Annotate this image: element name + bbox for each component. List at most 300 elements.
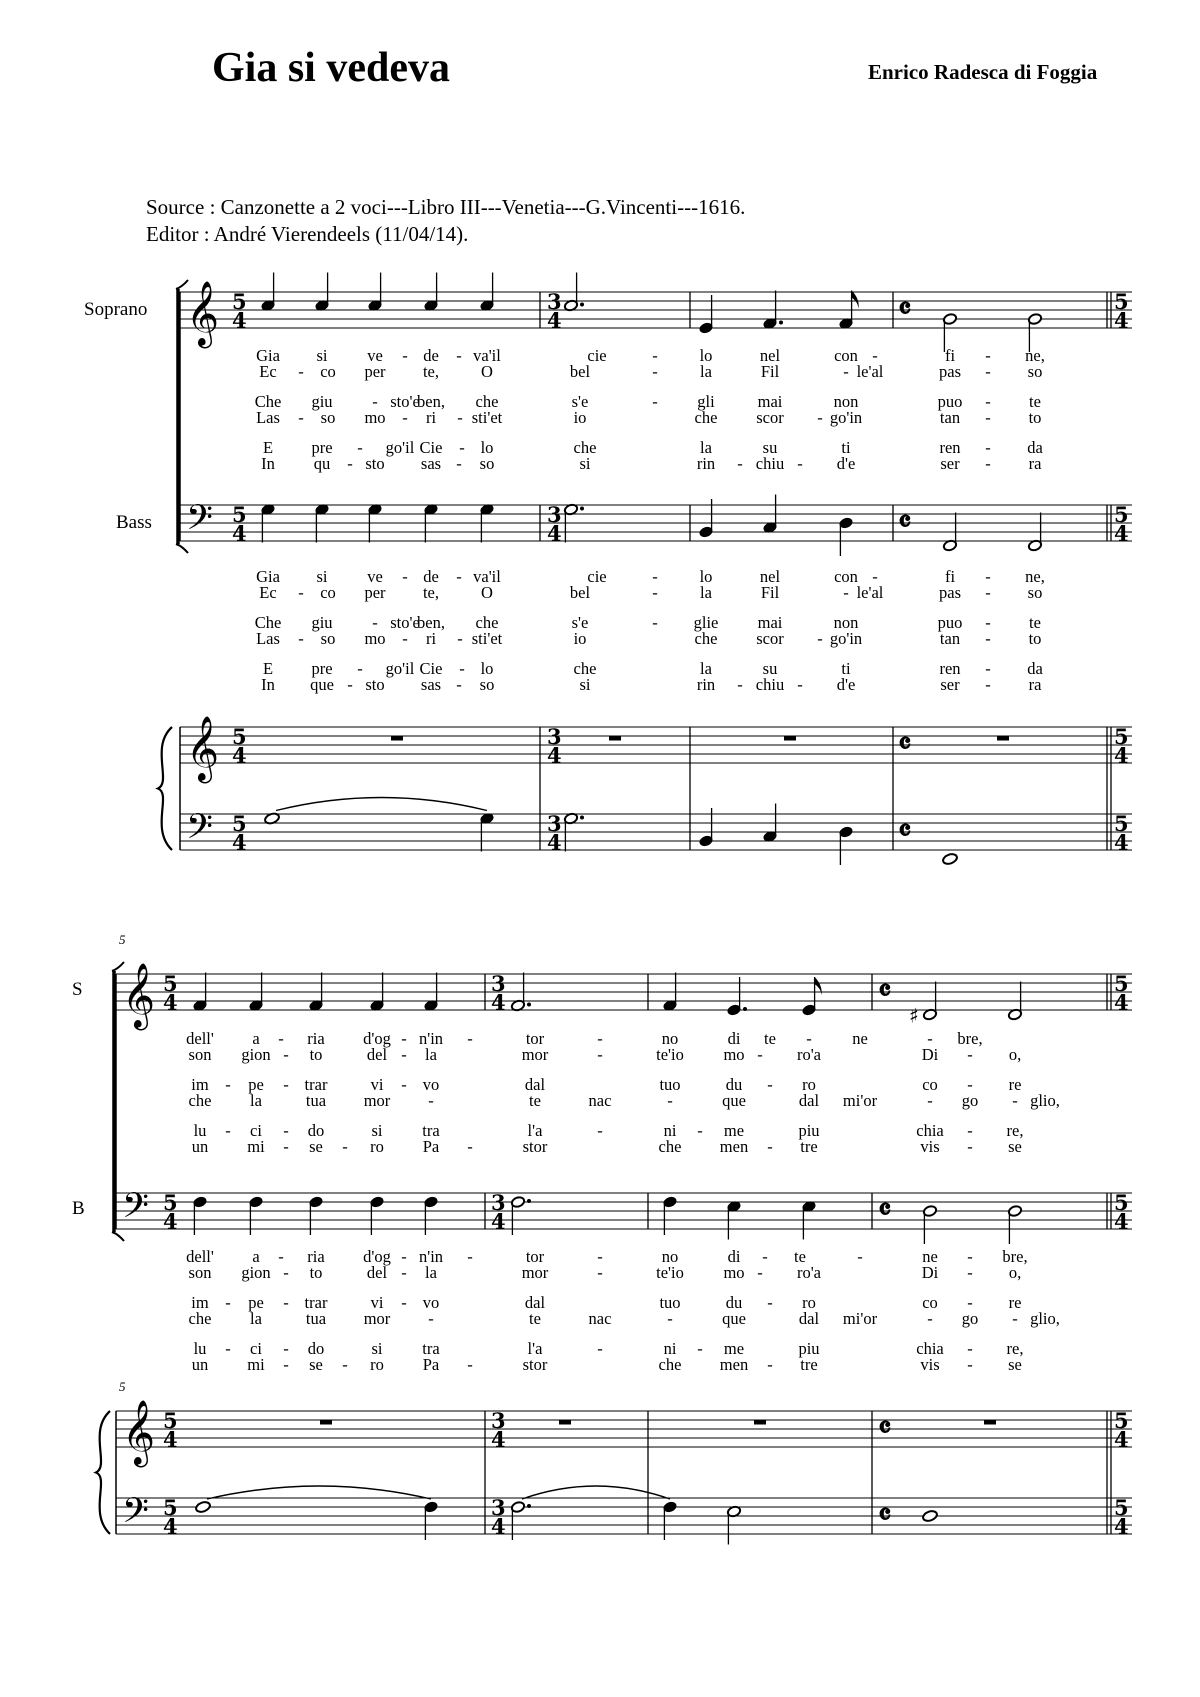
bass-lyric-syllable: pre (311, 659, 333, 678)
soprano-lyric-syllable: te (764, 1029, 776, 1048)
bass-lyric-syllable: tra (422, 1339, 440, 1358)
soprano-lyric-syllable: d'e (836, 454, 856, 473)
time-signature-numerator: 5 (232, 502, 247, 527)
soprano-lyric-syllable: - (843, 362, 849, 381)
soprano-lyric-syllable: ve (367, 346, 383, 365)
soprano-lyric-syllable: tor (525, 1029, 545, 1048)
soprano-lyric-syllable: Pa (422, 1137, 440, 1156)
time-signature-numerator: 5 (1114, 724, 1129, 749)
tie-curve (207, 1486, 431, 1499)
soprano-lyric-syllable: vis (920, 1137, 940, 1156)
source-line: Source : Canzonette a 2 voci---Libro III---Venetia---G.Vincenti---1616. (146, 195, 746, 219)
whole-rest (391, 736, 403, 741)
soprano-lyric-syllable: ser (940, 454, 960, 473)
system-2 (72, 932, 1132, 1545)
bass-lyric-syllable: re, (1006, 1339, 1024, 1358)
soprano-lyric-syllable: - (927, 1029, 933, 1048)
bass-lyric-syllable: io (573, 629, 587, 648)
soprano-lyric-syllable: - (283, 1045, 289, 1064)
bass-lyric-syllable: lu (193, 1339, 207, 1358)
bass-lyric-syllable: ri (425, 629, 437, 648)
bass-lyric-syllable: te (529, 1309, 541, 1328)
bass-lyric-syllable: chiu (755, 675, 785, 694)
soprano-lyric-syllable: - (225, 1075, 231, 1094)
soprano-lyric-syllable: gli (697, 392, 715, 411)
bass-lyric-syllable: te (1029, 613, 1041, 632)
soprano-lyric-syllable: Che (254, 392, 282, 411)
soprano-lyric-syllable: tre (800, 1137, 818, 1156)
time-signature-numerator: 3 (547, 289, 562, 314)
note-dot (779, 321, 783, 325)
bass-lyric-syllable: - (402, 629, 408, 648)
bass-lyric-syllable: do (307, 1339, 325, 1358)
bass-lyric-syllable: che (694, 629, 718, 648)
soprano-lyric-syllable: ne, (1025, 346, 1045, 365)
time-signature-numerator: 3 (547, 502, 562, 527)
soprano-lyric-syllable: - (872, 346, 878, 365)
bass-lyric-syllable: te (794, 1247, 806, 1266)
bass-lyric-syllable: so (479, 675, 495, 694)
bass-lyric-syllable: glio, (1030, 1309, 1060, 1328)
soprano-lyric-syllable: pas (939, 362, 961, 381)
bass-lyric-syllable: mor (363, 1309, 391, 1328)
time-signature-numerator: 3 (491, 1408, 506, 1433)
bass-lyric-syllable: la (700, 583, 712, 602)
piece-title: Gia si vedeva (212, 45, 450, 91)
bass-lyric-syllable: fi (944, 567, 956, 586)
bass-lyric-syllable: la (250, 1309, 262, 1328)
bass-lyric-syllable: - (967, 1355, 973, 1374)
soprano-lyric-syllable: - (347, 454, 353, 473)
soprano-lyric-syllable: va'il (473, 346, 501, 365)
soprano-lyric-syllable: che (188, 1091, 212, 1110)
bass-lyric-syllable: vis (920, 1355, 940, 1374)
bass-lyric-syllable: se (1008, 1355, 1022, 1374)
soprano-lyric-syllable: lo (480, 438, 494, 457)
soprano-lyric-syllable: tra (422, 1121, 440, 1140)
soprano-lyric-syllable: - (283, 1121, 289, 1140)
soprano-lyric-syllable: vo (422, 1075, 440, 1094)
soprano-lyric-syllable: Cie (419, 438, 443, 457)
soprano-lyric-syllable: - (283, 1137, 289, 1156)
soprano-lyric-syllable: me (723, 1121, 745, 1140)
bass-lyric-syllable: du (725, 1293, 743, 1312)
bass-lyric-syllable: tua (305, 1309, 327, 1328)
bass-lyric-syllable: - (298, 583, 304, 602)
soprano-lyric-syllable: re (1008, 1075, 1022, 1094)
bass-lyric-syllable: - (597, 1339, 603, 1358)
soprano-lyric-syllable: sto (365, 454, 385, 473)
time-signature-denominator: 4 (491, 990, 506, 1015)
time-signature-denominator: 4 (547, 308, 562, 333)
bass-lyric-syllable: va'il (473, 567, 501, 586)
time-signature-numerator: 5 (163, 1408, 178, 1433)
bass-lyric-syllable: go'il (385, 659, 415, 678)
soprano-lyric-syllable: che (658, 1137, 682, 1156)
soprano-lyric-syllable: E (262, 438, 274, 457)
bass-lyric-syllable: d'e (836, 675, 856, 694)
soprano-lyric-syllable: la (700, 362, 712, 381)
soprano-lyric-syllable: un (191, 1137, 209, 1156)
time-signature-denominator: 4 (1114, 743, 1129, 768)
soprano-lyric-syllable: - (225, 1121, 231, 1140)
bass-lyric-syllable: - (467, 1355, 473, 1374)
bass-lyric-syllable: im (191, 1293, 209, 1312)
soprano-lyric-syllable: ren (939, 438, 961, 457)
soprano-lyric-syllable: vi (370, 1075, 384, 1094)
bass-lyric-syllable: trar (304, 1293, 328, 1312)
editor-line: Editor : André Vierendeels (11/04/14). (146, 222, 469, 246)
soprano-lyric-syllable: - (806, 1029, 812, 1048)
bass-lyric-syllable: - (372, 613, 378, 632)
bass-lyric-syllable: - (927, 1309, 933, 1328)
soprano-lyric-syllable: mo (723, 1045, 745, 1064)
bass-lyric-syllable: ne, (1025, 567, 1045, 586)
bass-lyric-syllable: d'og (363, 1247, 391, 1266)
soprano-lyric-syllable: - (967, 1075, 973, 1094)
soprano-lyric-syllable: fi (944, 346, 956, 365)
soprano-lyric-syllable: du (725, 1075, 743, 1094)
bass-lyric-syllable: - (225, 1339, 231, 1358)
soprano-lyric-syllable: - (1012, 1091, 1018, 1110)
soprano-lyric-syllable: tua (305, 1091, 327, 1110)
soprano-lyric-syllable: Las (256, 408, 280, 427)
tie-curve (276, 798, 487, 811)
note-dot (580, 507, 584, 511)
soprano-lyric-syllable: ni (663, 1121, 677, 1140)
soprano-lyric-syllable: O (481, 362, 493, 381)
bass-lyric-syllable: Pa (422, 1355, 440, 1374)
soprano-lyric-syllable: dal (524, 1075, 546, 1094)
bass-lyric-syllable: go'in (829, 629, 863, 648)
bass-lyric-syllable: le'al (856, 583, 884, 602)
bass-lyric-syllable: - (456, 675, 462, 694)
soprano-lyric-syllable: mor (363, 1091, 391, 1110)
time-signature-denominator: 4 (1114, 830, 1129, 855)
soprano-lyric-syllable: mai (757, 392, 783, 411)
bass-lyric-syllable: to (309, 1263, 323, 1282)
bass-lyric-syllable: - (767, 1293, 773, 1312)
soprano-lyric-syllable: mo (364, 408, 386, 427)
soprano-lyric-syllable: Fil (760, 362, 780, 381)
soprano-lyric-syllable: le'al (856, 362, 884, 381)
soprano-lyric-syllable: - (927, 1091, 933, 1110)
time-signature-denominator: 4 (1114, 1427, 1129, 1452)
bass-lyric-syllable: - (985, 583, 991, 602)
note-dot (527, 1504, 531, 1508)
bass-lyric-syllable: go (961, 1309, 979, 1328)
common-time-icon: 𝄴 (878, 1411, 892, 1446)
time-signature-denominator: 4 (232, 521, 247, 546)
bass-lyric-syllable: ser (940, 675, 960, 694)
soprano-lyric-syllable: glio, (1030, 1091, 1060, 1110)
time-signature-denominator: 4 (1114, 521, 1129, 546)
note-dot (743, 1007, 747, 1011)
bass-lyric-syllable: - (697, 1339, 703, 1358)
whole-rest (784, 736, 796, 741)
bass-lyric-syllable: ra (1028, 675, 1042, 694)
bass-lyric-syllable: Di (921, 1263, 939, 1282)
soprano-lyric-syllable: giu (311, 392, 333, 411)
bass-lyric-syllable: - (967, 1263, 973, 1282)
soprano-lyric-syllable: - (401, 1045, 407, 1064)
soprano-lyric-syllable: con (834, 346, 858, 365)
soprano-lyric-syllable: - (985, 346, 991, 365)
time-signature-denominator: 4 (163, 1209, 178, 1234)
bass-lyric-syllable: ne (922, 1247, 938, 1266)
time-signature-numerator: 5 (1114, 971, 1129, 996)
soprano-lyric-syllable: te'io (656, 1045, 684, 1064)
soprano-lyric-syllable: mi (247, 1137, 265, 1156)
bass-lyric-syllable: - (401, 1293, 407, 1312)
bass-lyric-syllable: ti (841, 659, 851, 678)
common-time-icon: 𝄴 (878, 1193, 892, 1228)
soprano-lyric-syllable: che (694, 408, 718, 427)
soprano-lyric-syllable: scor (756, 408, 784, 427)
time-signature-denominator: 4 (232, 308, 247, 333)
bass-lyric-syllable: so (320, 629, 336, 648)
bass-lyric-syllable: lo (699, 567, 713, 586)
bass-lyric-syllable: ro (370, 1355, 384, 1374)
soprano-lyric-syllable: son (188, 1045, 212, 1064)
bass-lyric-syllable: - (797, 675, 803, 694)
soprano-lyric-syllable: l'a (527, 1121, 543, 1140)
soprano-lyric-syllable: ria (307, 1029, 325, 1048)
time-signature-numerator: 5 (1114, 502, 1129, 527)
bass-lyric-syllable: pas (939, 583, 961, 602)
soprano-lyric-syllable: stor (522, 1137, 548, 1156)
time-signature-denominator: 4 (1114, 308, 1129, 333)
staff-label-soprano: Soprano (84, 299, 148, 320)
bass-lyric-syllable: con (834, 567, 858, 586)
bass-lyric-syllable: rin (696, 675, 716, 694)
soprano-lyric-syllable: s'e (571, 392, 589, 411)
time-signature-numerator: 5 (1114, 811, 1129, 836)
common-time-icon: 𝄴 (898, 505, 912, 540)
bass-lyric-syllable: - (737, 675, 743, 694)
soprano-lyric-syllable: su (762, 438, 778, 457)
soprano-lyric-syllable: - (797, 454, 803, 473)
soprano-lyric-syllable: del (366, 1045, 388, 1064)
soprano-lyric-syllable: puo (937, 392, 963, 411)
bass-lyric-syllable: - (967, 1293, 973, 1312)
bass-lyric-syllable: tre (800, 1355, 818, 1374)
staff-label-soprano: S (72, 979, 83, 1000)
bass-lyric-syllable: me (723, 1339, 745, 1358)
soprano-lyric-syllable: la (425, 1045, 437, 1064)
soprano-lyric-syllable: tan (939, 408, 961, 427)
soprano-lyric-syllable: - (667, 1091, 673, 1110)
bass-lyric-syllable: no (661, 1247, 679, 1266)
bass-lyric-syllable: - (872, 567, 878, 586)
soprano-lyric-syllable: - (467, 1137, 473, 1156)
soprano-lyric-syllable: io (573, 408, 587, 427)
composer-name: Enrico Radesca di Foggia (868, 60, 1098, 84)
bass-lyric-syllable: glie (693, 613, 719, 632)
note-head (195, 1500, 212, 1513)
bass-lyric-syllable: - (652, 567, 658, 586)
bass-lyric-syllable: gion (241, 1263, 271, 1282)
time-signature-numerator: 5 (232, 724, 247, 749)
bass-clef-icon: 𝄢 (186, 497, 214, 546)
soprano-lyric-syllable: la (700, 438, 712, 457)
bass-lyric-syllable: te'io (656, 1263, 684, 1282)
bass-lyric-syllable: Las (256, 629, 280, 648)
time-signature-numerator: 5 (1114, 1408, 1129, 1433)
bass-lyric-syllable: - (652, 583, 658, 602)
soprano-lyric-syllable: - (985, 454, 991, 473)
bass-lyric-syllable: - (652, 613, 658, 632)
bass-lyric-syllable: s'e (571, 613, 589, 632)
soprano-lyric-syllable: di (727, 1029, 741, 1048)
bass-lyric-syllable: so (1027, 583, 1043, 602)
bass-lyric-syllable: - (225, 1293, 231, 1312)
soprano-lyric-syllable: to (309, 1045, 323, 1064)
bass-lyric-syllable: ria (307, 1247, 325, 1266)
bass-lyric-syllable: - (401, 1247, 407, 1266)
soprano-lyric-syllable: ri (425, 408, 437, 427)
bass-lyric-syllable: de (423, 567, 439, 586)
soprano-lyric-syllable: sti'et (471, 408, 503, 427)
bass-lyric-syllable: Cie (419, 659, 443, 678)
soprano-lyric-syllable: - (467, 1029, 473, 1048)
soprano-lyric-syllable: - (459, 438, 465, 457)
soprano-lyric-syllable: n'in (418, 1029, 444, 1048)
bass-lyric-syllable: - (428, 1309, 434, 1328)
time-signature-denominator: 4 (491, 1514, 506, 1539)
soprano-lyric-syllable: o, (1008, 1045, 1022, 1064)
soprano-lyric-syllable: - (298, 408, 304, 427)
bass-lyric-syllable: - (967, 1247, 973, 1266)
soprano-lyric-syllable: im (191, 1075, 209, 1094)
bass-lyric-syllable: mai (757, 613, 783, 632)
soprano-lyric-syllable: se (1008, 1137, 1022, 1156)
soprano-lyric-syllable: - (298, 362, 304, 381)
time-signature-denominator: 4 (1114, 1209, 1129, 1234)
common-time-icon: 𝄴 (898, 727, 912, 762)
soprano-lyric-syllable: do (307, 1121, 325, 1140)
system-1 (84, 273, 1132, 866)
bass-lyric-syllable: n'in (418, 1247, 444, 1266)
bass-lyric-syllable: un (191, 1355, 209, 1374)
time-signature-numerator: 3 (491, 971, 506, 996)
bass-lyric-syllable: che (475, 613, 499, 632)
soprano-lyric-syllable: ci (250, 1121, 262, 1140)
time-signature-numerator: 5 (232, 289, 247, 314)
soprano-lyric-syllable: ra (1028, 454, 1042, 473)
soprano-lyric-syllable: - (456, 346, 462, 365)
soprano-lyric-syllable: go (961, 1091, 979, 1110)
soprano-lyric-syllable: ben, (417, 392, 445, 411)
bass-lyric-syllable: - (467, 1247, 473, 1266)
soprano-lyric-syllable: - (283, 1075, 289, 1094)
soprano-lyric-syllable: Gia (256, 346, 280, 365)
bass-lyric-syllable: piu (798, 1339, 820, 1358)
soprano-lyric-syllable: nac (588, 1091, 612, 1110)
time-signature-denominator: 4 (547, 830, 562, 855)
soprano-lyric-syllable: chia (916, 1121, 944, 1140)
bass-lyric-syllable: - (401, 1263, 407, 1282)
soprano-lyric-syllable: ne (852, 1029, 868, 1048)
bass-lyric-syllable: E (262, 659, 274, 678)
bass-lyric-syllable: dell' (186, 1247, 214, 1266)
soprano-lyric-syllable: ro'a (796, 1045, 822, 1064)
soprano-lyric-syllable: qu (313, 454, 331, 473)
bass-lyric-syllable: si (316, 567, 328, 586)
soprano-lyric-syllable: - (597, 1029, 603, 1048)
soprano-lyric-syllable: che (573, 438, 597, 457)
bass-lyric-syllable: sas (420, 675, 442, 694)
bass-lyric-syllable: co (320, 583, 336, 602)
bass-lyric-syllable: sti'et (471, 629, 503, 648)
time-signature-denominator: 4 (163, 1427, 178, 1452)
bass-lyric-syllable: l'a (527, 1339, 543, 1358)
time-signature-numerator: 5 (1114, 1190, 1129, 1215)
bass-lyric-syllable: - (456, 567, 462, 586)
time-signature-numerator: 5 (1114, 289, 1129, 314)
bass-lyric-syllable: stor (522, 1355, 548, 1374)
bass-lyric-syllable: - (457, 629, 463, 648)
bass-lyric-syllable: dal (524, 1293, 546, 1312)
soprano-lyric-syllable: d'og (363, 1029, 391, 1048)
bass-lyric-syllable: - (667, 1309, 673, 1328)
bass-lyric-syllable: re (1008, 1293, 1022, 1312)
soprano-lyric-syllable: trar (304, 1075, 328, 1094)
note-dot (527, 1199, 531, 1203)
soprano-lyric-syllable: - (401, 1029, 407, 1048)
bass-lyric-syllable: - (857, 1247, 863, 1266)
bass-lyric-syllable: o, (1008, 1263, 1022, 1282)
soprano-lyric-syllable: co (320, 362, 336, 381)
bass-lyric-syllable: su (762, 659, 778, 678)
bass-lyric-syllable: dal (798, 1309, 820, 1328)
time-signature-numerator: 5 (163, 971, 178, 996)
soprano-lyric-syllable: da (1027, 438, 1043, 457)
bass-lyric-syllable: - (283, 1355, 289, 1374)
soprano-lyric-syllable: de (423, 346, 439, 365)
bass-lyric-syllable: bre, (1002, 1247, 1028, 1266)
time-signature-numerator: 5 (163, 1190, 178, 1215)
bass-lyric-syllable: O (481, 583, 493, 602)
soprano-lyric-syllable: Ec (259, 362, 277, 381)
bass-lyric-syllable: son (188, 1263, 212, 1282)
time-signature-denominator: 4 (547, 521, 562, 546)
soprano-lyric-syllable: so (1027, 362, 1043, 381)
soprano-lyric-syllable: a (252, 1029, 260, 1048)
bass-lyric-syllable: ben, (417, 613, 445, 632)
treble-clef-icon: 𝄞 (122, 1400, 156, 1465)
soprano-lyric-syllable: te (529, 1091, 541, 1110)
soprano-lyric-syllable: pre (311, 438, 333, 457)
bass-lyric-syllable: la (425, 1263, 437, 1282)
bass-lyric-syllable: per (364, 583, 386, 602)
bass-lyric-syllable: mo (364, 629, 386, 648)
soprano-lyric-syllable: te (1029, 392, 1041, 411)
soprano-lyric-syllable: - (985, 438, 991, 457)
note-dot (527, 1003, 531, 1007)
soprano-lyric-syllable: la (250, 1091, 262, 1110)
soprano-lyric-syllable: - (985, 392, 991, 411)
bass-lyric-syllable: - (402, 567, 408, 586)
bass-lyric-syllable: scor (756, 629, 784, 648)
soprano-lyric-syllable: mor (521, 1045, 549, 1064)
soprano-lyric-syllable: - (372, 392, 378, 411)
bass-lyric-syllable: ve (367, 567, 383, 586)
bass-lyric-syllable: puo (937, 613, 963, 632)
note-head (922, 1509, 939, 1522)
bass-lyric-syllable: mi'or (842, 1309, 878, 1328)
soprano-lyric-syllable: so (320, 408, 336, 427)
